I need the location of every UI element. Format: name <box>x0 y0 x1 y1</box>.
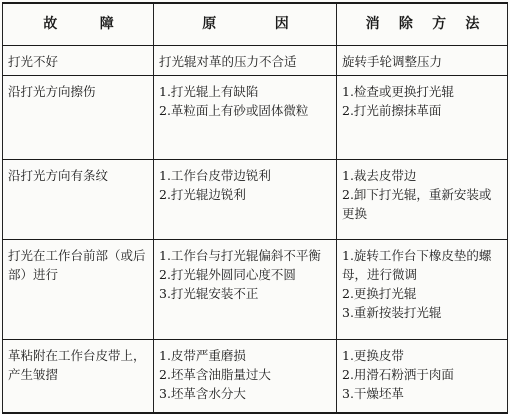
fault-cell: 沿打光方向擦伤 <box>3 76 154 160</box>
list-item: 3.坯革含水分大 <box>159 386 246 401</box>
list-item: 2.用滑石粉洒于肉面 <box>342 367 454 382</box>
cause-cell <box>154 46 337 76</box>
remedy-cell <box>337 160 508 240</box>
list-item: 1.更换皮带 <box>342 348 404 363</box>
header-char: 障 <box>99 16 114 32</box>
fault-cell: 打光在工作台前部（或后部）进行 <box>3 240 154 340</box>
list-item: 1.打光辊上有缺陷 <box>159 84 259 99</box>
cause-cell <box>154 340 337 413</box>
list-item: 打光辊对革的压力不合适 <box>159 54 297 69</box>
header-char: 原 <box>202 16 217 32</box>
list-item: 旋转手轮调整压力 <box>342 54 443 69</box>
list-item: 2.革粒面上有砂或固体微粒 <box>159 103 309 118</box>
list-item: 1.检查或更换打光辊 <box>342 84 454 99</box>
header-char: 除 <box>398 16 413 32</box>
remedy-cell <box>337 340 508 413</box>
cause-cell <box>154 76 337 160</box>
header-char: 因 <box>274 16 289 32</box>
header-char: 消 <box>365 16 380 32</box>
list-item: 2.打光辊边锐利 <box>159 187 246 202</box>
remedy-cell <box>337 46 508 76</box>
table-row <box>3 46 508 76</box>
table-row <box>3 240 508 340</box>
table-row <box>3 76 508 160</box>
fault-cell: 打光不好 <box>3 46 154 76</box>
header-fault <box>3 3 154 46</box>
list-item: 1.工作台与打光辊偏斜不平衡 <box>159 248 321 263</box>
remedy-cell <box>337 240 508 340</box>
header-char: 故 <box>43 16 58 32</box>
fault-cell: 革粘附在工作台皮带上，产生皱摺 <box>3 340 154 413</box>
troubleshooting-table <box>2 2 508 414</box>
header-remedy <box>337 3 508 46</box>
table-row <box>3 160 508 240</box>
header-char: 方 <box>432 16 447 32</box>
list-item: 2.卸下打光辊，重新安装或更换 <box>342 187 492 221</box>
list-item: 1.旋转工作台下橡皮垫的螺母，进行微调 <box>342 248 492 282</box>
list-item: 3.干燥坯革 <box>342 386 404 401</box>
cause-cell <box>154 240 337 340</box>
table-row <box>3 340 508 413</box>
cause-cell <box>154 160 337 240</box>
remedy-cell <box>337 76 508 160</box>
header-char: 法 <box>465 16 480 32</box>
table-header-row <box>3 3 508 46</box>
list-item: 2.坯革含油脂量过大 <box>159 367 271 382</box>
list-item: 3.打光辊安装不正 <box>159 286 259 301</box>
list-item: 1.皮带严重磨损 <box>159 348 246 363</box>
list-item: 2.打光前擦抹革面 <box>342 103 442 118</box>
list-item: 3.重新按装打光辊 <box>342 305 442 320</box>
list-item: 2.打光辊外圆同心度不圆 <box>159 267 296 282</box>
list-item: 1.裁去皮带边 <box>342 168 417 183</box>
list-item: 2.更换打光辊 <box>342 286 417 301</box>
list-item: 1.工作台皮带边锐利 <box>159 168 271 183</box>
header-cause <box>154 3 337 46</box>
fault-cell: 沿打光方向有条纹 <box>3 160 154 240</box>
